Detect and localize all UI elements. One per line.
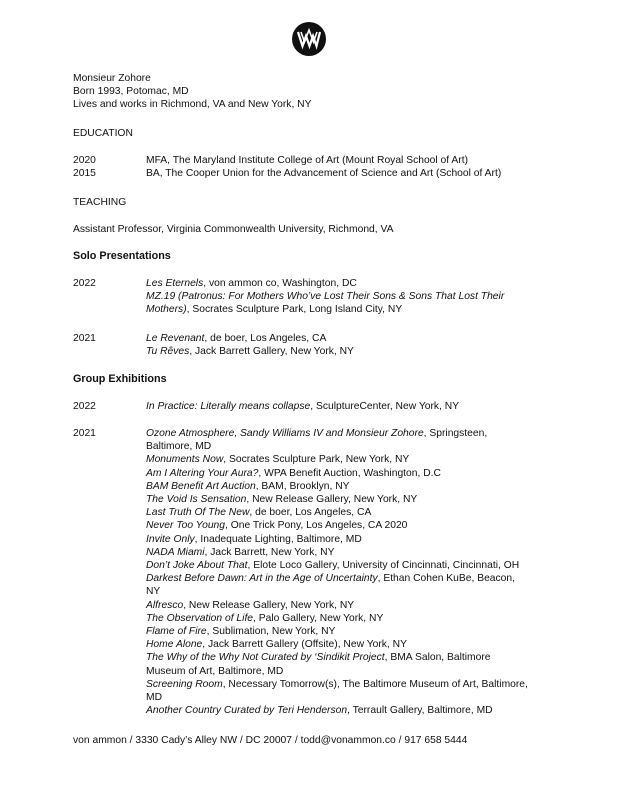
teaching-entry-block: [73, 223, 598, 236]
exhibition-venue: , Jack Barrett Gallery, New York, NY: [189, 346, 354, 358]
solo-year-group: [73, 332, 598, 358]
education-year: 2020: [73, 155, 96, 166]
exhibition-title: Le Revenant: [146, 333, 205, 344]
exhibition-entry: [146, 427, 531, 453]
exhibition-venue: , de boer, Los Angeles, CA: [249, 507, 372, 519]
group-2021: [73, 427, 598, 717]
exhibition-venue: , Springsteen, Baltimore, MD: [146, 428, 488, 453]
exhibition-title: Tu Rêves: [146, 346, 190, 358]
exhibition-entry: [146, 704, 531, 717]
exhibition-title: Last Truth Of The New: [146, 507, 250, 519]
exhibition-venue: , Sublimation, New York, NY: [206, 626, 336, 638]
exhibition-venue: , Jack Barrett Gallery (Offsite), New York, NY: [202, 639, 407, 651]
exhibition-entry: [146, 290, 531, 316]
exhibition-entry: [146, 533, 531, 546]
education-row: [73, 167, 598, 180]
exhibition-venue: , Socrates Sculpture Park, New York, NY: [223, 454, 410, 466]
solo-year-group: [73, 277, 598, 317]
exhibition-venue: , BMA Salon, Baltimore Museum of Art, Baltimore, MD: [146, 652, 491, 677]
solo-2021: [73, 332, 598, 358]
solo-year: 2022: [73, 278, 96, 289]
exhibition-venue: , Socrates Sculpture Park, Long Island City, NY: [186, 304, 403, 316]
exhibition-venue: , de boer, Los Angeles, CA: [204, 333, 327, 344]
exhibition-title: NADA Miami: [146, 546, 205, 558]
exhibition-venue: , Terrault Gallery, Baltimore, MD: [347, 705, 493, 717]
exhibition-venue: , One Trick Pony, Los Angeles, CA 2020: [225, 520, 408, 532]
exhibition-entry: [146, 572, 531, 598]
exhibition-entry: [146, 651, 531, 677]
group-year: 2022: [73, 401, 96, 412]
exhibition-entry: [146, 559, 531, 572]
exhibition-title: BAM Benefit Art Auction: [146, 480, 256, 492]
exhibition-title: The Observation of Life: [146, 612, 254, 624]
exhibition-entry: [146, 546, 531, 559]
exhibition-venue: , Necessary Tomorrow(s), The Baltimore Museum of Art, Baltimore, MD: [146, 678, 528, 704]
group-2022: [73, 400, 598, 413]
solo-2022: [73, 277, 598, 317]
exhibition-entry: [146, 638, 531, 651]
solo-year: 2021: [73, 333, 96, 344]
exhibition-venue: , Ethan Cohen KuBe, Beacon, NY: [146, 573, 515, 598]
exhibition-title: Don’t Joke About That: [146, 560, 248, 572]
group-year: 2021: [73, 428, 96, 439]
exhibition-title: Les Eternels: [146, 278, 204, 289]
education-year: 2015: [73, 168, 96, 180]
exhibition-title: The Why of the Why Not Curated by ‘Sindikit Project: [146, 652, 385, 664]
exhibition-title: MZ.19 (Patronus: For Mothers Who’ve Lost Their Sons & Sons That Lost Their Mothers): [146, 291, 505, 316]
exhibition-venue: , von ammon co, Washington, DC: [203, 278, 357, 289]
exhibition-venue: , Inadequate Lighting, Baltimore, MD: [194, 533, 362, 545]
exhibition-entry: [146, 480, 531, 493]
exhibition-entry: [146, 493, 531, 506]
exhibition-venue: , New Release Gallery, New York, NY: [183, 599, 355, 611]
exhibition-title: Another Country Curated by Teri Henderson: [146, 705, 348, 717]
exhibition-title: Am I Altering Your Aura?: [146, 467, 259, 479]
exhibition-title: Monuments Now: [146, 454, 224, 466]
education-list: [73, 154, 598, 180]
exhibition-title: Alfresco: [146, 599, 184, 611]
group-year-group: [73, 400, 598, 413]
exhibition-venue: , Elote Loco Gallery, University of Cincinnati, Cincinnati, OH: [247, 560, 520, 572]
von-ammon-logo-icon: [292, 22, 326, 56]
exhibition-entry: [146, 599, 531, 612]
artist-name: Monsieur Zohore: [73, 73, 151, 84]
exhibition-entry: [146, 467, 531, 480]
education-heading-block: [73, 127, 598, 140]
exhibition-title: Invite Only: [146, 533, 195, 545]
exhibition-list: [146, 427, 531, 717]
artist-residence: Lives and works in Richmond, VA and New York, NY: [73, 99, 312, 111]
exhibition-title: Screening Room: [146, 678, 223, 690]
exhibition-title: Never Too Young: [146, 520, 226, 532]
teaching-heading: TEACHING: [73, 197, 127, 208]
exhibition-venue: , SculptureCenter, New York, NY: [310, 401, 460, 412]
solo-heading: Solo Presentations: [73, 250, 171, 262]
exhibition-entry: [146, 678, 531, 704]
group-year-group: [73, 427, 598, 717]
exhibition-venue: , BAM, Brooklyn, NY: [255, 480, 350, 492]
exhibition-venue: , Palo Gallery, New York, NY: [253, 612, 384, 624]
education-row: [73, 154, 598, 167]
education-degree: BA, The Cooper Union for the Advancement of Science and Art (School of Art): [146, 168, 502, 180]
exhibition-entry: [146, 277, 598, 290]
exhibition-entry: [146, 506, 531, 519]
group-heading-block: [73, 373, 598, 386]
group-heading: Group Exhibitions: [73, 373, 167, 385]
gallery-footer: von ammon / 3330 Cady’s Alley NW / DC 20007 / todd@vonammon.co / 917 658 5444: [73, 735, 468, 746]
exhibition-venue: , New Release Gallery, New York, NY: [246, 494, 418, 506]
exhibition-entry: [146, 345, 598, 358]
artist-header: [73, 72, 598, 112]
education-degree: MFA, The Maryland Institute College of Art (Mount Royal School of Art): [146, 155, 469, 166]
exhibition-entry: [146, 453, 531, 466]
exhibition-title: Darkest Before Dawn: Art in the Age of Uncertainty: [146, 573, 378, 585]
exhibition-title: In Practice: Literally means collapse: [146, 401, 311, 412]
solo-heading-block: [73, 250, 598, 263]
teaching-section: [73, 196, 598, 209]
education-heading: EDUCATION: [73, 128, 133, 139]
exhibition-entry: [146, 332, 598, 345]
exhibition-title: Flame of Fire: [146, 626, 207, 638]
exhibition-venue: , Jack Barrett, New York, NY: [204, 546, 335, 558]
exhibition-title: The Void Is Sensation: [146, 494, 247, 506]
exhibition-venue: , WPA Benefit Auction, Washington, D.C: [258, 467, 441, 479]
exhibition-entry: [146, 519, 531, 532]
exhibition-entry: [146, 400, 598, 413]
artist-born: Born 1993, Potomac, MD: [73, 86, 189, 98]
exhibition-title: Ozone Atmosphere, Sandy Williams IV and Monsieur Zohore: [146, 428, 424, 439]
exhibition-entry: [146, 612, 531, 625]
exhibition-entry: [146, 625, 531, 638]
teaching-entry: Assistant Professor, Virginia Commonwealth University, Richmond, VA: [73, 224, 394, 235]
exhibition-title: Home Alone: [146, 639, 203, 651]
